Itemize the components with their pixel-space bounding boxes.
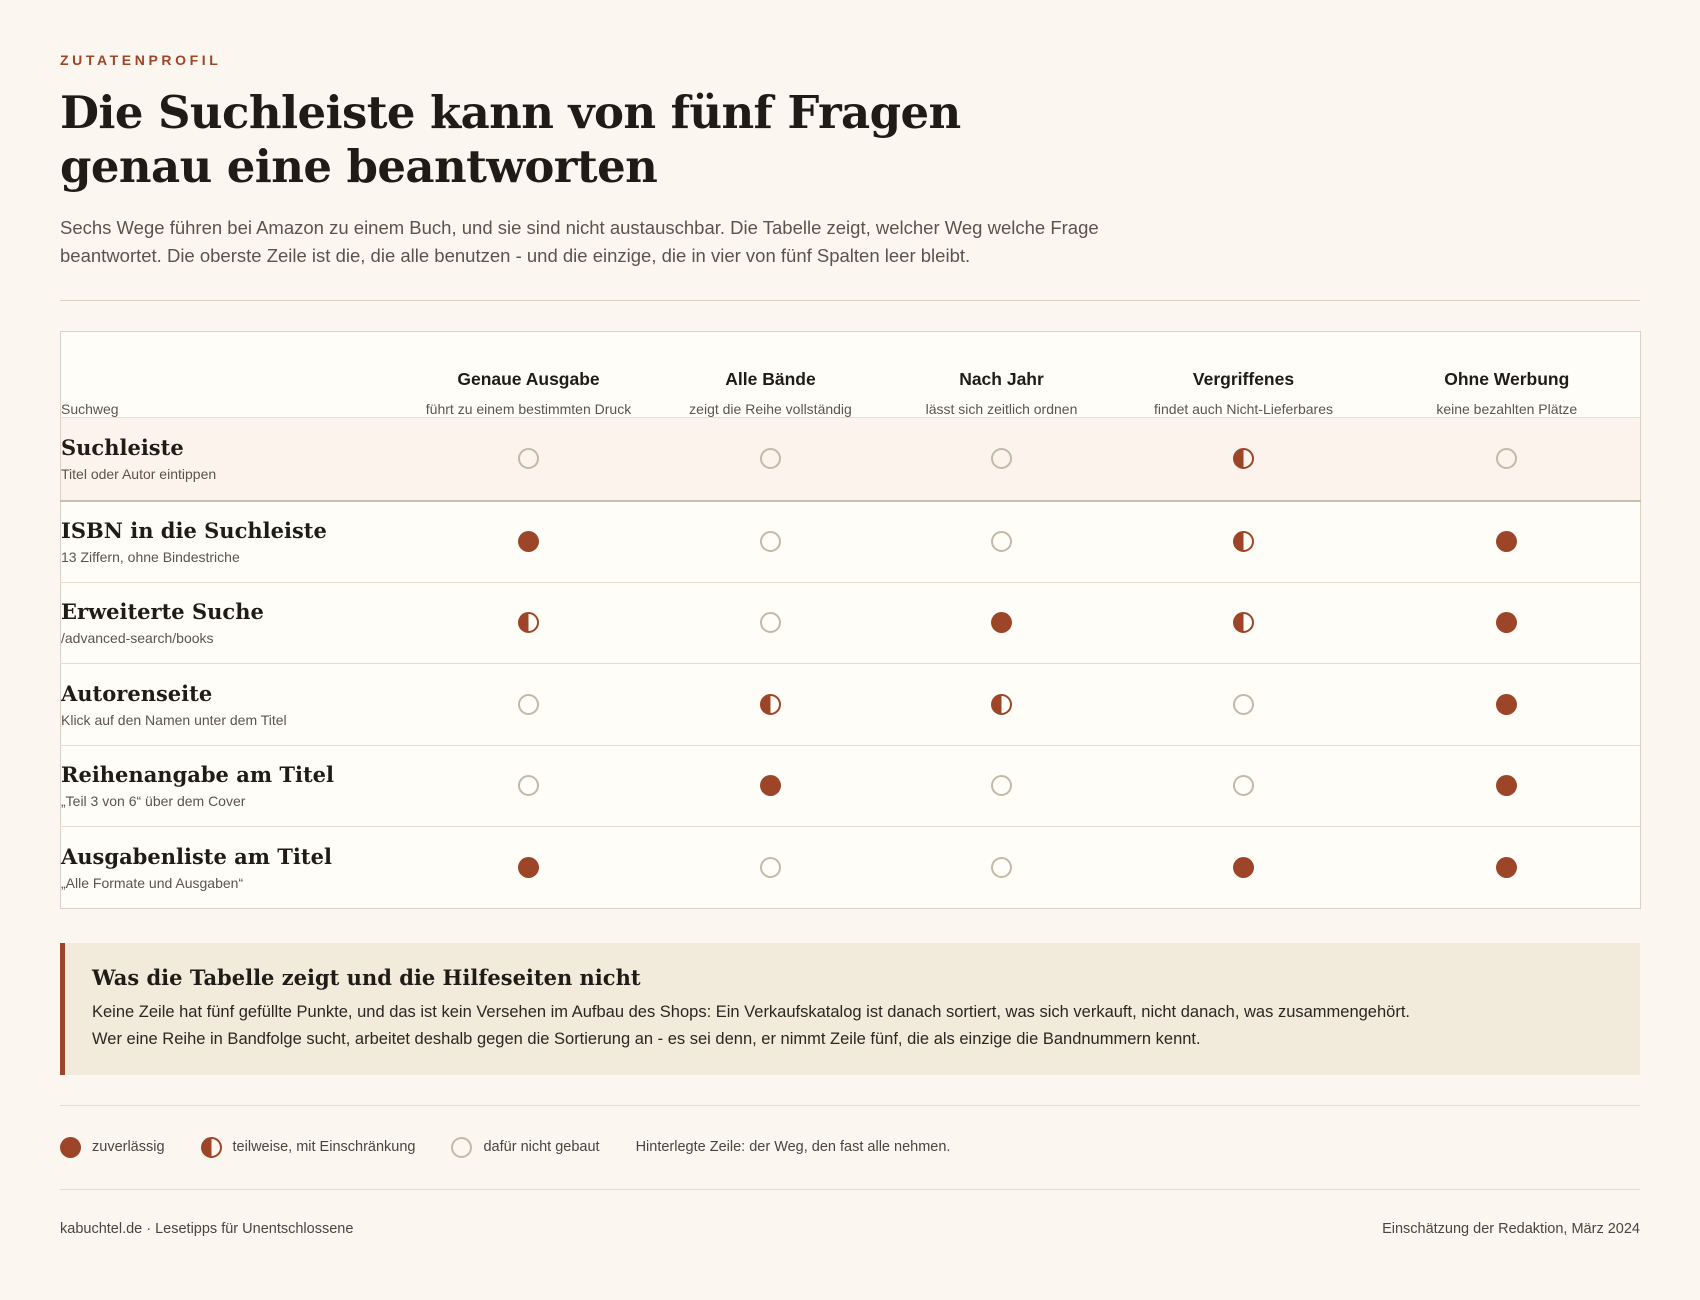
callout-text: Keine Zeile hat fünf gefüllte Punkte, und das ist kein Versehen im Aufbau des Shops: Ein Verkaufskatalog ist danach sortiert, was sich verkauft, nicht danach, was zusammengehört. Wer eine Reihe in Bandfolge sucht, arbeitet deshalb gegen die Sortierung an - es sei denn, er nimmt Zeile fünf, die als einzige die Bandnummern kennt. <box>92 1002 1411 1048</box>
empty-circle-icon <box>518 694 539 715</box>
table-row <box>61 582 1641 664</box>
route-cell <box>61 582 406 664</box>
rating-cell <box>1114 418 1374 501</box>
rating-cell <box>652 664 890 746</box>
legend-label: teilweise, mit Einschränkung <box>232 1139 416 1155</box>
route-name: Suchleiste <box>61 435 184 461</box>
rating-cell <box>406 418 652 501</box>
page <box>60 52 1640 1237</box>
column-header <box>890 332 1114 418</box>
divider <box>60 1189 1640 1190</box>
rating-cell <box>652 582 890 664</box>
comparison-table <box>60 331 1641 909</box>
table-row <box>61 501 1641 583</box>
legend-item-none <box>451 1137 599 1158</box>
rating-cell <box>406 664 652 746</box>
rating-cell <box>890 501 1114 583</box>
page-title: Die Suchleiste kann von fünf Fragen genau eine beantworten <box>60 86 961 193</box>
rating-cell <box>652 418 890 501</box>
filled-circle-icon <box>1496 694 1517 715</box>
table-header-row <box>61 332 1641 418</box>
filled-circle-icon <box>1496 857 1517 878</box>
column-label: Ohne Werbung <box>1444 369 1570 389</box>
empty-circle-icon <box>760 857 781 878</box>
table-row <box>61 418 1641 501</box>
rating-cell <box>406 582 652 664</box>
rating-cell <box>1114 664 1374 746</box>
rating-cell <box>890 827 1114 909</box>
half-circle-icon <box>991 694 1012 715</box>
route-name: Erweiterte Suche <box>61 599 264 625</box>
column-header <box>1114 332 1374 418</box>
route-name: Ausgabenliste am Titel <box>61 843 332 869</box>
rating-cell <box>406 501 652 583</box>
footer-source: kabuchtel.de · Lesetipps für Unentschlossene <box>60 1220 354 1237</box>
route-name: Reihenangabe am Titel <box>61 762 334 788</box>
route-hint: Titel oder Autor eintippen <box>61 466 217 483</box>
rating-cell <box>1114 745 1374 827</box>
empty-circle-icon <box>991 448 1012 469</box>
rating-cell <box>1374 745 1641 827</box>
half-circle-icon <box>1233 448 1254 469</box>
half-circle-icon <box>518 612 539 633</box>
footer <box>60 1221 1640 1237</box>
route-hint: „Teil 3 von 6“ über dem Cover <box>61 793 246 810</box>
rating-cell <box>1114 827 1374 909</box>
route-name: ISBN in die Suchleiste <box>61 518 327 543</box>
empty-circle-icon <box>451 1137 472 1158</box>
legend-item-full <box>60 1137 165 1158</box>
route-column-header: Suchweg <box>61 401 119 417</box>
empty-circle-icon <box>991 857 1012 878</box>
column-desc: keine bezahlten Plätze <box>1436 401 1578 417</box>
column-desc: findet auch Nicht-Lieferbares <box>1154 401 1333 417</box>
route-cell <box>61 501 406 583</box>
route-name: Autorenseite <box>61 680 213 706</box>
rating-cell <box>890 418 1114 501</box>
legend <box>60 1106 1640 1189</box>
filled-circle-icon <box>60 1137 81 1158</box>
empty-circle-icon <box>760 531 781 552</box>
empty-circle-icon <box>760 612 781 633</box>
empty-circle-icon <box>991 531 1012 552</box>
filled-circle-icon <box>518 531 539 552</box>
filled-circle-icon <box>1496 775 1517 796</box>
footer-credit: Einschätzung der Redaktion, März 2024 <box>1382 1220 1640 1237</box>
route-cell <box>61 418 406 501</box>
empty-circle-icon <box>518 775 539 796</box>
callout-title: Was die Tabelle zeigt und die Hilfeseiten nicht <box>92 964 641 990</box>
table-row <box>61 827 1641 909</box>
rating-cell <box>890 745 1114 827</box>
column-label: Nach Jahr <box>959 369 1044 389</box>
half-circle-icon <box>1233 612 1254 633</box>
column-label: Genaue Ausgabe <box>457 369 600 389</box>
empty-circle-icon <box>518 448 539 469</box>
route-hint: „Alle Formate und Ausgaben“ <box>61 874 244 891</box>
rating-cell <box>1114 582 1374 664</box>
column-label: Vergriffenes <box>1192 369 1295 389</box>
column-header <box>406 332 652 418</box>
rating-cell <box>1374 827 1641 909</box>
half-circle-icon <box>201 1137 222 1158</box>
route-cell <box>61 827 406 909</box>
rating-cell <box>1114 501 1374 583</box>
table-row <box>61 664 1641 746</box>
rating-cell <box>1374 582 1641 664</box>
route-hint: 13 Ziffern, ohne Bindestriche <box>61 549 240 565</box>
rating-cell <box>652 745 890 827</box>
lead-paragraph: Sechs Wege führen bei Amazon zu einem Buch, und sie sind nicht austauschbar. Die Tabelle zeigt, welcher Weg welche Frage beantwortet. Die oberste Zeile ist die, die alle benutzen - und die einzige, die in vier von fünf Spalten leer bleibt. <box>60 217 1099 266</box>
column-desc: zeigt die Reihe vollständig <box>689 401 852 417</box>
column-header <box>1374 332 1641 418</box>
callout-box <box>60 943 1640 1075</box>
empty-circle-icon <box>1496 448 1517 469</box>
rating-cell <box>652 501 890 583</box>
legend-label: zuverlässig <box>92 1139 165 1155</box>
table-body <box>61 418 1641 909</box>
route-cell <box>61 745 406 827</box>
filled-circle-icon <box>991 612 1012 633</box>
route-hint: /advanced-search/books <box>61 630 214 647</box>
filled-circle-icon <box>760 775 781 796</box>
empty-circle-icon <box>1233 775 1254 796</box>
filled-circle-icon <box>1496 612 1517 633</box>
column-desc: führt zu einem bestimmten Druck <box>425 401 632 417</box>
legend-item-half <box>201 1137 416 1158</box>
filled-circle-icon <box>1496 531 1517 552</box>
route-hint: Klick auf den Namen unter dem Titel <box>61 711 287 728</box>
rating-cell <box>890 664 1114 746</box>
divider <box>60 300 1640 301</box>
rating-cell <box>1374 664 1641 746</box>
column-header <box>652 332 890 418</box>
route-cell <box>61 664 406 746</box>
rating-cell <box>652 827 890 909</box>
column-label: Alle Bände <box>725 369 816 389</box>
filled-circle-icon <box>1233 857 1254 878</box>
rating-cell <box>1374 501 1641 583</box>
rating-cell <box>1374 418 1641 501</box>
legend-note: Hinterlegte Zeile: der Weg, den fast alle nehmen. <box>635 1139 951 1155</box>
half-circle-icon <box>760 694 781 715</box>
empty-circle-icon <box>991 775 1012 796</box>
rating-cell <box>406 827 652 909</box>
legend-label: dafür nicht gebaut <box>483 1139 600 1155</box>
rating-cell <box>890 582 1114 664</box>
column-desc: lässt sich zeitlich ordnen <box>925 401 1078 417</box>
half-circle-icon <box>1233 531 1254 552</box>
table-row <box>61 745 1641 827</box>
rating-cell <box>406 745 652 827</box>
eyebrow-label: ZUTATENPROFIL <box>60 52 222 68</box>
filled-circle-icon <box>518 857 539 878</box>
empty-circle-icon <box>760 448 781 469</box>
empty-circle-icon <box>1233 694 1254 715</box>
